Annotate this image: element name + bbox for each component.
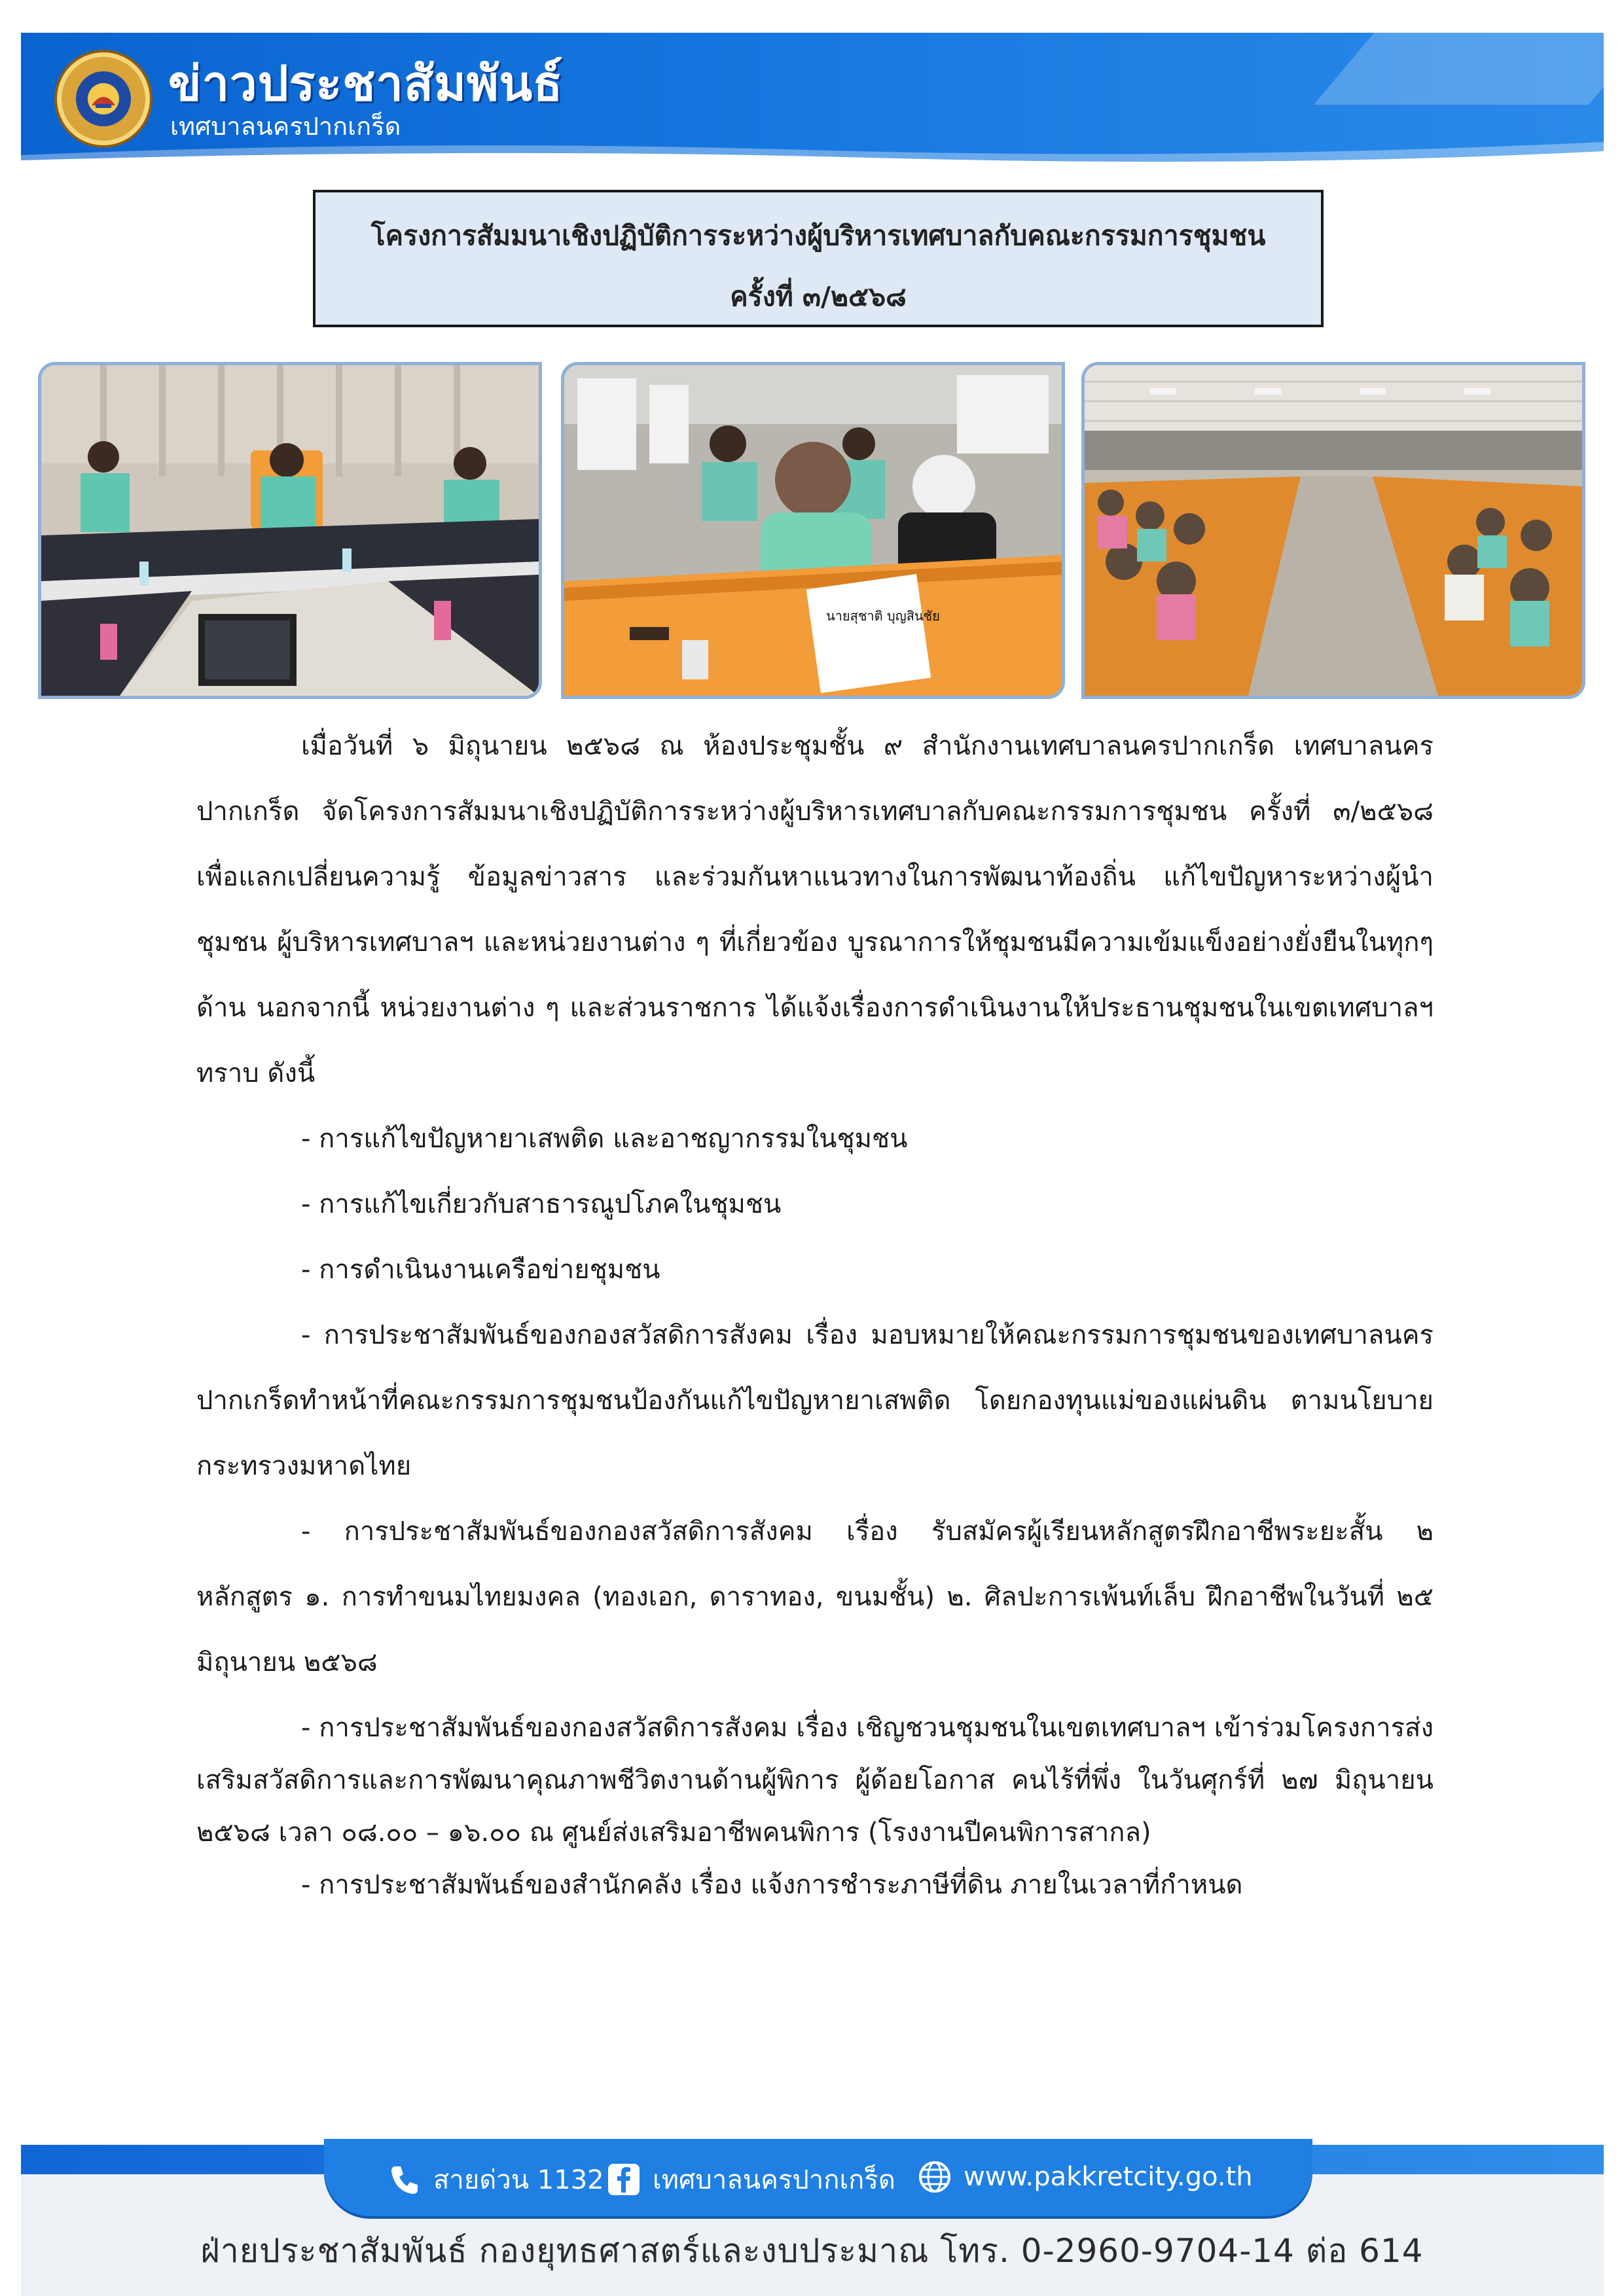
list-item: - การดำเนินงานเครือข่ายชุมชน <box>301 1255 660 1285</box>
hotline-text: สายด่วน 1132 <box>433 2165 604 2195</box>
headline-box <box>313 190 1324 327</box>
intro-paragraph: เมื่อวันที่ ๖ มิถุนายน ๒๕๖๘ ณ ห้องประชุมชั้น ๙ สำนักงานเทศบาลนครปากเกร็ด เทศบาลนครปากเกร็ด จัดโครงการสัมมนาเชิงปฏิบัติการระหว่างผู้บริหารเทศบาลกับคณะกรรมการชุมชน ครั้งที่ ๓/๒๕๖๘ เพื่อแลกเปลี่ยนความรู้ ข้อมูลข่าวสาร และร่วมกันหาแนวทางในการพัฒนาท้องถิ่น แก้ไขปัญหาระหว่างผู้นำชุมชน ผู้บริหารเทศบาลฯ และหน่วยงานต่าง ๆ ที่เกี่ยวข้อง บูรณาการให้ชุมชนมีความเข้มแข็งอย่างยั่งยืนในทุกๆ ด้าน นอกจากนี้ หน่วยงานต่าง ๆ และส่วนราชการ ได้แจ้งเรื่องการดำเนินงานให้ประธานชุมชนในเขตเทศบาลฯ ทราบ ดังนี้ <box>196 731 1434 1088</box>
header-banner <box>21 33 1604 167</box>
nameplate-text: นายสุชาติ บุญสินชัย <box>826 608 940 624</box>
headline-line-2: ครั้งที่ ๓/๒๕๖๘ <box>730 281 907 312</box>
list-item: - การประชาสัมพันธ์ของกองสวัสดิการสังคม เรื่อง รับสมัครผู้เรียนหลักสูตรฝึกอาชีพระยะสั้น ๒ หลักสูตร ๑. การทำขนมไทยมงคล (ทองเอก, ดาราทอง, ขนมชั้น) ๒. ศิลปะการเพ้นท์เล็บ ฝึกอาชีพในวันที่ ๒๕ มิถุนายน ๒๕๖๘ <box>196 1516 1434 1677</box>
meeting-photo-3 <box>1081 362 1585 699</box>
facebook-text: เทศบาลนครปากเกร็ด <box>653 2165 895 2195</box>
header-title: ข่าวประชาสัมพันธ์ <box>168 56 564 112</box>
municipality-logo <box>57 52 150 145</box>
footer-contact-bar <box>324 2139 1312 2216</box>
meeting-photo-2 <box>561 362 1065 699</box>
facebook-icon <box>605 2161 642 2198</box>
header-subtitle: เทศบาลนครปากเกร็ด <box>170 112 401 141</box>
phone-icon <box>386 2161 423 2198</box>
header-decoration <box>1314 33 1604 105</box>
globe-icon <box>916 2159 953 2195</box>
list-item: - การประชาสัมพันธ์ของกองสวัสดิการสังคม เรื่อง เชิญชวนชุมชนในเขตเทศบาลฯ เข้าร่วมโครงการส่งเสริมสวัสดิการและการพัฒนาคุณภาพชีวิตงานด้านผู้พิการ ผู้ด้อยโอกาส คนไร้ที่พึ่ง ในวันศุกร์ที่ ๒๗ มิถุนายน ๒๕๖๘ เวลา ๐๘.๐๐ – ๑๖.๐๐ ณ ศูนย์ส่งเสริมอาชีพคนพิการ (โรงงานปีคนพิการสากล) <box>196 1713 1434 1848</box>
website-text: www.pakkretcity.go.th <box>964 2162 1253 2192</box>
website-link[interactable] <box>916 2159 1253 2195</box>
list-item: - การประชาสัมพันธ์ของสำนักคลัง เรื่อง แจ้งการชำระภาษีที่ดิน ภายในเวลาที่กำหนด <box>301 1870 1243 1900</box>
facebook-link[interactable] <box>605 2159 895 2200</box>
meeting-photo-1 <box>38 362 542 699</box>
headline-line-1: โครงการสัมมนาเชิงปฏิบัติการระหว่างผู้บริหารเทศบาลกับคณะกรรมการชุมชน <box>370 220 1266 251</box>
article-body <box>196 713 1434 1911</box>
seal-icon <box>86 82 120 116</box>
hotline <box>386 2159 604 2200</box>
list-item: - การแก้ไขปัญหายาเสพติด และอาชญากรรมในชุมชน <box>301 1124 908 1154</box>
footer-contact-line: ฝ่ายประชาสัมพันธ์ กองยุทธศาสตร์และงบประมาณ โทร. 0-2960-9704-14 ต่อ 614 <box>200 2232 1424 2270</box>
list-item: - การแก้ไขเกี่ยวกับสาธารณูปโภคในชุมชน <box>301 1189 782 1219</box>
list-item: - การประชาสัมพันธ์ของกองสวัสดิการสังคม เรื่อง มอบหมายให้คณะกรรมการชุมชนของเทศบาลนครปากเกร็ดทำหน้าที่คณะกรรมการชุมชนป้องกันแก้ไขปัญหายาเสพติด โดยกองทุนแม่ของแผ่นดิน ตามนโยบายกระทรวงมหาดไทย <box>196 1320 1434 1481</box>
